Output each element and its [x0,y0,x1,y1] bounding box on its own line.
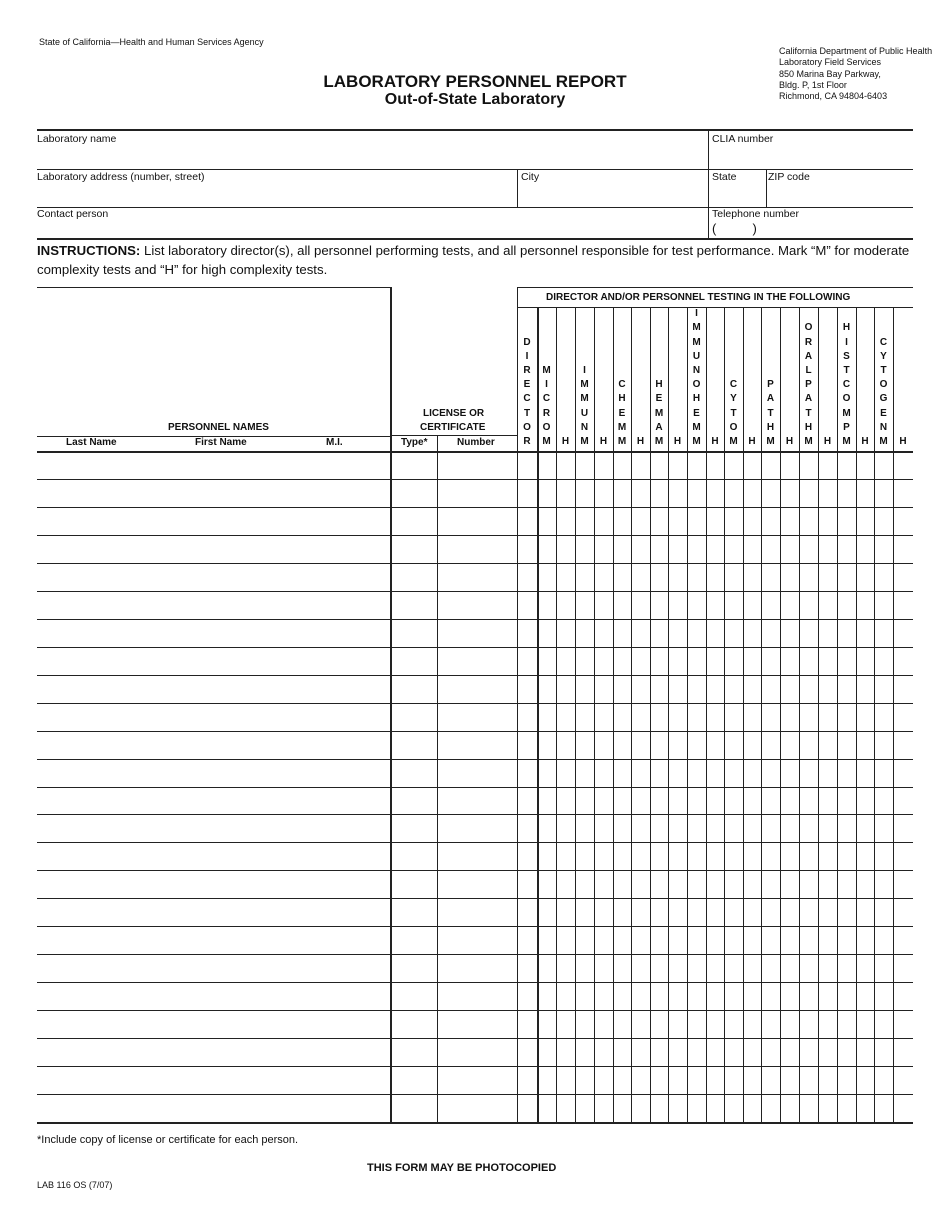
complexity-mark: M [654,436,664,447]
table-row [37,507,913,508]
table-row [37,563,913,564]
bottom-rule [37,238,913,240]
category-label-hema: H E M A [654,379,664,433]
number-header: Number [457,437,495,448]
table-row [37,954,913,955]
lab-address-field[interactable]: Laboratory address (number, street) [37,171,205,183]
zip-code-field[interactable]: ZIP code [768,171,810,183]
complexity-mark: H [748,436,756,447]
table-bottom-rule [37,1122,913,1124]
area-code-parens: ( ) [712,221,757,236]
complexity-mark: M [617,436,627,447]
personnel-names-header: PERSONNEL NAMES [168,422,269,433]
department-address [779,46,932,102]
instructions-lead: INSTRUCTIONS: [37,243,141,258]
table-top-rule [517,287,913,288]
agency-name: State of California—Health and Human Services Agency [39,37,264,47]
category-label-immun: I M M U N [580,365,589,433]
column-divider [893,307,894,1122]
table-row [37,982,913,983]
license-header-rule [390,435,517,436]
table-row [37,619,913,620]
table-row [37,647,913,648]
complexity-mark: H [599,436,608,447]
header-bottom-rule [37,451,913,453]
address-line: California Department of Public Health [779,46,933,56]
divider [517,170,518,207]
complexity-mark: R [523,436,531,447]
table-row [37,1038,913,1039]
divider [766,170,767,207]
director-personnel-header: DIRECTOR AND/OR PERSONNEL TESTING IN THE FOLLOWING [546,292,851,303]
address-line: Richmond, CA 94804-6403 [779,91,888,102]
column-divider [856,307,857,1122]
category-label-oralpath: O R A L P A T H [804,322,813,433]
column-divider [818,307,819,1122]
column-divider [437,436,438,1122]
complexity-mark: H [785,436,794,447]
address-line: Bldg. P, 1st Floor [779,79,847,90]
table-row [37,1094,913,1095]
form-id: LAB 116 OS (7/07) [37,1180,113,1190]
table-row [37,926,913,927]
first-name-header: First Name [195,437,247,448]
address-line: 850 Marina Bay Parkway, [779,68,881,79]
table-row [37,1066,913,1067]
table-row [37,842,913,843]
category-label-cytogen: C Y T O G E N [879,336,888,433]
last-name-header: Last Name [66,437,117,448]
category-label-micro: M I C R O [542,365,551,433]
table-row [37,675,913,676]
instructions [37,241,915,279]
table-top-rule [37,287,390,288]
category-label-path: P A T H [766,379,775,433]
complexity-mark: M [766,436,775,447]
column-divider [706,307,707,1122]
table-row [37,591,913,592]
form-title: LABORATORY PERSONNEL REPORT [323,72,627,91]
divider [37,169,913,170]
column-divider [631,307,632,1122]
table-row [37,870,913,871]
column-divider [743,307,744,1122]
category-header-rule [517,307,913,308]
category-label-director: D I R E C T O [523,336,531,433]
complexity-mark: M [692,436,701,447]
category-label-histcomp: H I S T C O M P [842,322,851,433]
complexity-mark: H [673,436,682,447]
table-row [37,787,913,788]
complexity-mark: H [561,436,570,447]
table-row [37,759,913,760]
license-header: LICENSE OR [423,408,485,419]
complexity-mark: H [823,436,832,447]
state-field[interactable]: State [712,171,737,183]
table-row [37,535,913,536]
type-header: Type* [401,437,428,448]
divider [708,131,709,238]
complexity-mark: M [804,436,813,447]
photocopy-notice: THIS FORM MAY BE PHOTOCOPIED [367,1162,557,1174]
column-divider [780,307,781,1122]
instructions-text: List laboratory director(s), all personnel performing tests, and all personnel responsible for test performance. Mark “M” for moderate complexity tests and “H” for high complexity tests. [37,243,910,277]
clia-number-field[interactable]: CLIA number [712,133,774,145]
column-divider [556,307,557,1122]
mi-header: M.I. [326,437,343,448]
complexity-mark: H [711,436,719,447]
column-divider [390,287,392,1122]
column-divider [668,307,669,1122]
address-line: Laboratory Field Services [779,57,882,68]
category-label-cyto: C Y T O [729,379,738,433]
contact-person-field[interactable]: Contact person [37,208,109,220]
complexity-mark: M [842,436,851,447]
complexity-mark: M [729,436,738,447]
table-row [37,479,913,480]
complexity-mark: M [580,436,589,447]
table-row [37,703,913,704]
city-field[interactable]: City [521,171,540,183]
lab-name-field[interactable]: Laboratory name [37,133,117,145]
category-label-chem: C H E M [617,379,627,433]
column-divider [594,307,595,1122]
table-row [37,814,913,815]
top-rule [37,129,913,131]
complexity-mark: M [879,436,888,447]
table-row [37,731,913,732]
complexity-mark: M [542,436,551,447]
license-note: *Include copy of license or certificate for each person. [37,1134,299,1146]
complexity-mark: H [861,436,869,447]
table-row [37,1010,913,1011]
form-subtitle: Out-of-State Laboratory [384,91,566,108]
telephone-field[interactable]: Telephone number [712,208,799,220]
category-label-immunohem: I M M U N O H E M [692,308,701,433]
complexity-mark: H [636,436,645,447]
complexity-mark: H [899,436,907,447]
table-row [37,898,913,899]
certificate-header: CERTIFICATE [420,422,486,433]
